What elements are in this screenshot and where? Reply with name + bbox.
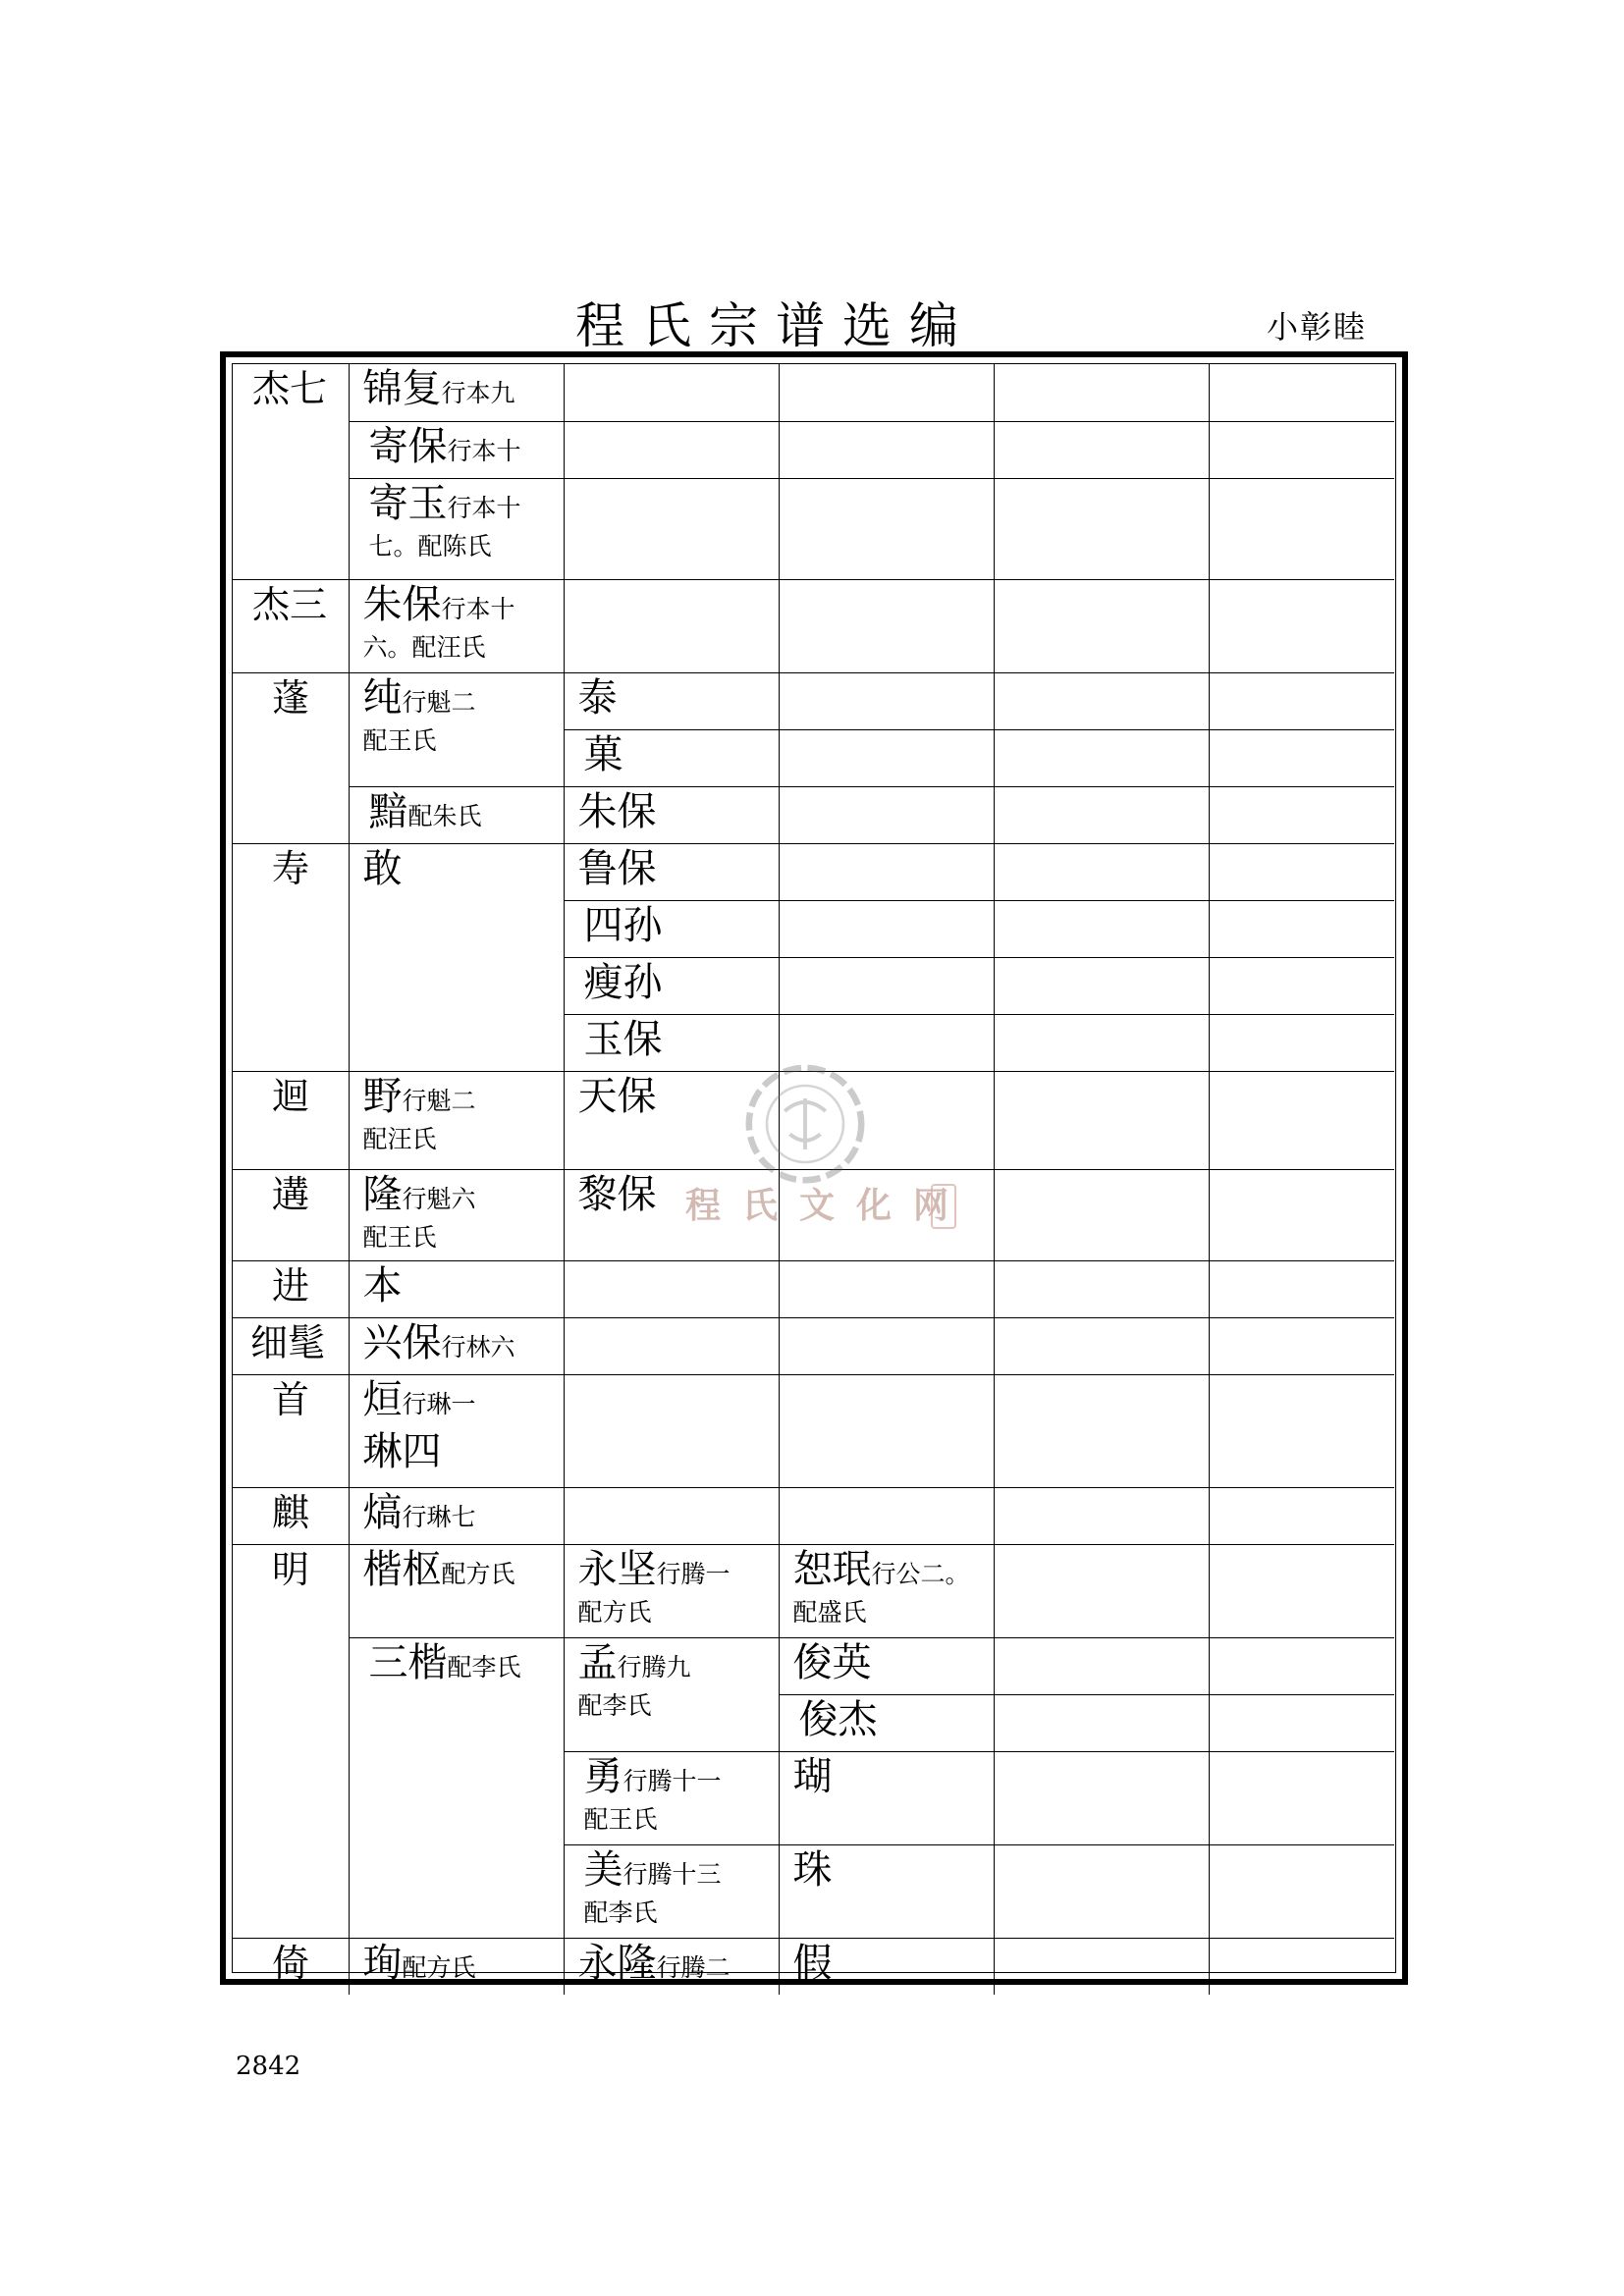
- person-name: 鲁保: [577, 845, 657, 891]
- gen-cell: [564, 843, 779, 900]
- person-note: 行腾九: [617, 1652, 691, 1682]
- person-name: 永坚: [577, 1546, 657, 1592]
- person-name-line2: 琳四: [362, 1428, 442, 1474]
- gen-cell: [779, 1317, 994, 1374]
- person-note: 行腾十一: [623, 1766, 722, 1795]
- gen-cell: [564, 786, 779, 843]
- gen-cell: [564, 900, 779, 957]
- table-row: [233, 843, 1394, 900]
- person-note: 行魁二: [402, 687, 476, 717]
- gen-cell: [994, 1317, 1209, 1374]
- gen-cell: [779, 1260, 994, 1317]
- person-name: 天保: [577, 1073, 657, 1119]
- gen-cell: [349, 1487, 564, 1544]
- gen-cell: [994, 1844, 1209, 1938]
- gen-cell: [779, 1694, 994, 1751]
- gen-cell: [779, 900, 994, 957]
- table-row: [233, 1374, 1394, 1487]
- person-name: 勇: [583, 1753, 623, 1799]
- page-number: 2842: [236, 2052, 301, 2081]
- person-note: 行琳七: [402, 1502, 476, 1531]
- gen-cell: [564, 1544, 779, 1637]
- gen-cell: [349, 1260, 564, 1317]
- table-row: [233, 1260, 1394, 1317]
- person-name: 楷枢: [362, 1546, 442, 1592]
- table-row: [233, 478, 1394, 579]
- gen-cell: [564, 364, 779, 421]
- gen-cell: [994, 786, 1209, 843]
- person-name: 瘦孙: [583, 959, 663, 1005]
- person-note: 配李氏: [447, 1652, 521, 1682]
- gen-cell: 麒: [233, 1487, 349, 1544]
- person-note-line2: 配盛氏: [792, 1597, 867, 1627]
- gen-cell: [564, 1844, 779, 1938]
- table-row: [233, 1317, 1394, 1374]
- gen-cell: [564, 478, 779, 579]
- gen-cell: [994, 478, 1209, 579]
- person-note-line2: 七。配陈氏: [368, 531, 492, 561]
- person-note: 行腾二: [656, 1952, 731, 1982]
- gen-cell: [1209, 579, 1394, 672]
- gen-cell: [564, 957, 779, 1014]
- gen-cell: [1209, 1844, 1394, 1938]
- person-note: 配方氏: [441, 1559, 515, 1588]
- person-name: 珣: [362, 1940, 403, 1986]
- gen-cell: [1209, 1694, 1394, 1751]
- person-note: 行魁二: [402, 1086, 476, 1115]
- gen-cell: [349, 1071, 564, 1169]
- gen-cell: [994, 1544, 1209, 1637]
- gen-cell: [779, 1487, 994, 1544]
- table-row: [233, 579, 1394, 672]
- person-note-line2: 配王氏: [362, 725, 437, 755]
- gen-cell: [779, 1544, 994, 1637]
- gen-cell: [994, 957, 1209, 1014]
- person-note: 行本十: [447, 493, 521, 522]
- person-name: 熇: [362, 1489, 403, 1535]
- gen-cell: [1209, 1169, 1394, 1260]
- gen-cell: [779, 1637, 994, 1694]
- gen-cell: [994, 729, 1209, 786]
- gen-cell: [564, 1317, 779, 1374]
- gen-cell: [994, 421, 1209, 478]
- gen-cell: [349, 1374, 564, 1487]
- gen-cell: [564, 1487, 779, 1544]
- gen-cell: [994, 843, 1209, 900]
- gen-cell: [994, 1014, 1209, 1071]
- person-note: 行本十: [441, 594, 515, 623]
- gen-cell: 杰三: [233, 579, 349, 672]
- table-row: [233, 1487, 1394, 1544]
- gen-cell: [1209, 1071, 1394, 1169]
- gen-cell: [779, 843, 994, 900]
- table-row: [233, 1938, 1394, 1995]
- gen-cell: [349, 364, 564, 421]
- gen-cell: [349, 1637, 564, 1938]
- person-note-line2: 配王氏: [583, 1804, 658, 1834]
- person-name: 寄玉: [368, 480, 448, 526]
- gen-cell: 倚: [233, 1938, 349, 1995]
- gen-cell: [564, 421, 779, 478]
- person-name: 朱保: [362, 581, 442, 627]
- person-note: 行本九: [441, 379, 515, 407]
- gen-cell: [1209, 1751, 1394, 1844]
- person-name: 黎保: [577, 1171, 657, 1217]
- gen-cell: 遘: [233, 1169, 349, 1260]
- person-name: 俊杰: [798, 1696, 878, 1742]
- gen-cell: [779, 729, 994, 786]
- person-name: 玉保: [583, 1016, 663, 1062]
- table-row: [233, 364, 1394, 421]
- person-note: 配方氏: [402, 1952, 476, 1982]
- person-name: 烜: [362, 1376, 403, 1422]
- gen-cell: [349, 1317, 564, 1374]
- gen-cell: 首: [233, 1374, 349, 1487]
- gen-cell: [349, 672, 564, 786]
- person-note-line2: 配汪氏: [362, 1124, 437, 1153]
- gen-cell: [779, 957, 994, 1014]
- gen-cell: [564, 1260, 779, 1317]
- gen-cell: [779, 786, 994, 843]
- person-name: 野: [362, 1073, 403, 1119]
- gen-cell: [994, 1637, 1209, 1694]
- gen-cell: [1209, 672, 1394, 729]
- person-name: 孟: [577, 1639, 618, 1685]
- gen-cell: 细髦: [233, 1317, 349, 1374]
- gen-cell: [1209, 1260, 1394, 1317]
- table-row: [233, 1544, 1394, 1637]
- gen-cell: [1209, 1637, 1394, 1694]
- page-subtitle: 小彰睦: [1267, 308, 1368, 346]
- gen-cell: [779, 579, 994, 672]
- gen-cell: [1209, 1487, 1394, 1544]
- person-note: 行公二。: [871, 1559, 970, 1588]
- gen-cell: [994, 672, 1209, 729]
- gen-cell: 杰七: [233, 364, 349, 579]
- person-name: 隆: [362, 1171, 403, 1217]
- person-name: 纯: [362, 674, 403, 721]
- gen-cell: 寿: [233, 843, 349, 1071]
- page-title: 程氏宗谱选编: [575, 297, 976, 354]
- gen-cell: [994, 900, 1209, 957]
- gen-cell: [349, 1169, 564, 1260]
- gen-cell: [564, 579, 779, 672]
- person-name: 瑚: [792, 1753, 833, 1799]
- gen-cell: [1209, 478, 1394, 579]
- person-name: 寄保: [368, 423, 448, 469]
- gen-cell: [779, 1938, 994, 1995]
- gen-cell: [779, 364, 994, 421]
- table-row: [233, 672, 1394, 729]
- person-note: 行魁六: [402, 1184, 476, 1213]
- gen-cell: [349, 421, 564, 478]
- gen-cell: [994, 1694, 1209, 1751]
- gen-cell: [779, 1374, 994, 1487]
- gen-cell: [994, 1938, 1209, 1995]
- gen-cell: [779, 1844, 994, 1938]
- gen-cell: [994, 1169, 1209, 1260]
- gen-cell: [1209, 957, 1394, 1014]
- gen-cell: [779, 1751, 994, 1844]
- person-note: 行林六: [441, 1332, 515, 1362]
- gen-cell: [994, 1751, 1209, 1844]
- person-name: 恕珉: [792, 1546, 872, 1592]
- person-name: 锦复: [362, 366, 442, 411]
- person-note: 行琳一: [402, 1389, 476, 1418]
- gen-cell: [994, 1374, 1209, 1487]
- person-name: 美: [583, 1846, 623, 1893]
- gen-cell: [564, 1751, 779, 1844]
- person-name: 黯: [368, 788, 408, 834]
- gen-cell: [349, 843, 564, 1071]
- table-row: [233, 421, 1394, 478]
- person-name: 朱保: [577, 788, 657, 834]
- gen-cell: [994, 1260, 1209, 1317]
- person-name: 三楷: [368, 1639, 448, 1685]
- person-name: 珠: [792, 1846, 833, 1893]
- table-row: [233, 1637, 1394, 1694]
- person-name: 四孙: [583, 902, 663, 948]
- gen-cell: [1209, 843, 1394, 900]
- gen-cell: [1209, 1374, 1394, 1487]
- person-name: 兴保: [362, 1319, 442, 1365]
- person-name: 俊英: [792, 1639, 872, 1685]
- gen-cell: [779, 672, 994, 729]
- person-name: 永隆: [577, 1940, 657, 1986]
- person-note-line2: 配方氏: [577, 1597, 652, 1627]
- person-note: 行腾一: [656, 1559, 731, 1588]
- gen-cell: 进: [233, 1260, 349, 1317]
- person-note: 配朱氏: [407, 801, 482, 830]
- person-name: 菓: [583, 731, 623, 777]
- gen-cell: [564, 1938, 779, 1995]
- gen-cell: [1209, 364, 1394, 421]
- gen-cell: [349, 1938, 564, 1995]
- watermark-small-seal-icon: [931, 1184, 956, 1229]
- gen-cell: [349, 1544, 564, 1637]
- gen-cell: [1209, 900, 1394, 957]
- person-name: 敢: [362, 845, 403, 891]
- gen-cell: [779, 478, 994, 579]
- gen-cell: [994, 1487, 1209, 1544]
- gen-cell: [1209, 421, 1394, 478]
- gen-cell: 迴: [233, 1071, 349, 1169]
- gen-cell: [994, 1071, 1209, 1169]
- gen-cell: [1209, 729, 1394, 786]
- gen-cell: [564, 672, 779, 729]
- person-name: 假: [792, 1940, 833, 1986]
- person-note-line2: 六。配汪氏: [362, 632, 486, 662]
- table-row: [233, 786, 1394, 843]
- person-note: 行腾十三: [623, 1859, 722, 1889]
- person-name: 本: [362, 1262, 403, 1308]
- person-name: 泰: [577, 674, 618, 721]
- person-note-line2: 配王氏: [362, 1222, 437, 1252]
- gen-cell: [564, 1374, 779, 1487]
- gen-cell: [1209, 1544, 1394, 1637]
- gen-cell: [994, 579, 1209, 672]
- gen-cell: 明: [233, 1544, 349, 1938]
- gen-cell: [564, 729, 779, 786]
- person-note-line2: 配李氏: [577, 1690, 652, 1720]
- watermark-seal-icon: [741, 1060, 869, 1188]
- gen-cell: [1209, 786, 1394, 843]
- gen-cell: [564, 1637, 779, 1751]
- gen-cell: [994, 364, 1209, 421]
- gen-cell: [349, 478, 564, 579]
- person-note-line2: 配李氏: [583, 1897, 658, 1927]
- gen-cell: [349, 579, 564, 672]
- gen-cell: [349, 786, 564, 843]
- gen-cell: 蓬: [233, 672, 349, 843]
- person-note: 行本十: [447, 436, 521, 465]
- gen-cell: [1209, 1014, 1394, 1071]
- gen-cell: [1209, 1938, 1394, 1995]
- gen-cell: [1209, 1317, 1394, 1374]
- gen-cell: [779, 421, 994, 478]
- watermark-text: 程氏文化网: [685, 1185, 971, 1226]
